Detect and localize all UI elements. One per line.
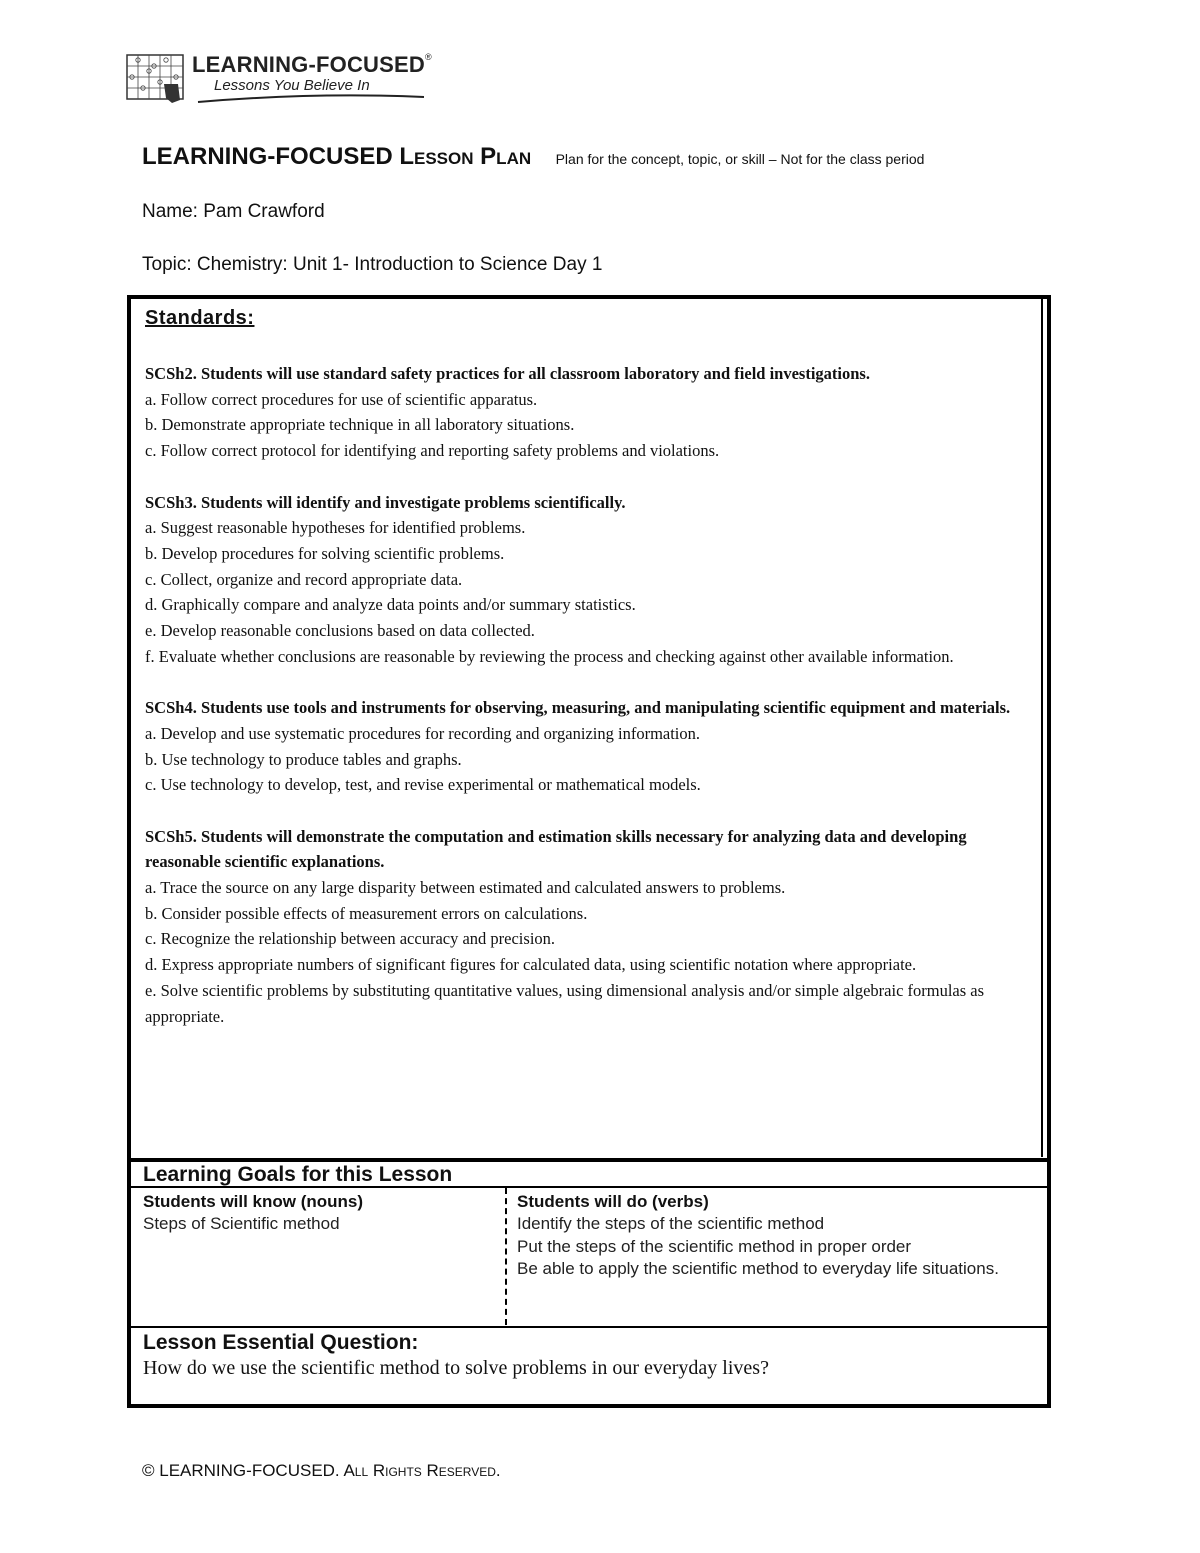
students-do-heading: Students will do (verbs) bbox=[517, 1192, 709, 1211]
standard-group bbox=[145, 490, 1030, 670]
standard-item: a. Develop and use systematic procedures for recording and organizing information. bbox=[145, 723, 701, 743]
standard-item: d. Graphically compare and analyze data points and/or summary statistics. bbox=[145, 595, 636, 615]
puzzle-logo-icon bbox=[126, 54, 184, 104]
logo-tagline: Lessons You Believe In bbox=[214, 77, 370, 94]
standard-item: a. Follow correct procedures for use of scientific apparatus. bbox=[145, 389, 538, 409]
essential-question-text: How do we use the scientific method to solve problems in our everyday lives? bbox=[143, 1357, 769, 1379]
standard-item: b. Demonstrate appropriate technique in all laboratory situations. bbox=[145, 415, 575, 435]
standard-item: b. Consider possible effects of measurement errors on calculations. bbox=[145, 903, 588, 923]
swoosh-underline-icon bbox=[196, 94, 426, 104]
standard-item: a. Trace the source on any large disparity between estimated and calculated answers to problems. bbox=[145, 878, 786, 898]
standard-title: SCSh5. Students will demonstrate the computation and estimation skills necessary for analyzing data and developing reasonable scientific explanations. bbox=[145, 826, 967, 872]
learning-goals-header bbox=[131, 1158, 1047, 1188]
standard-item: e. Solve scientific problems by substituting quantitative values, using dimensional analysis and/or simple algebraic formulas as appropriate. bbox=[145, 980, 985, 1026]
essential-question-title: Lesson Essential Question: bbox=[143, 1331, 419, 1354]
standard-group bbox=[145, 695, 1030, 798]
standard-group bbox=[145, 361, 1030, 464]
standard-item: f. Evaluate whether conclusions are reasonable by reviewing the process and checking against other available information. bbox=[145, 646, 954, 666]
students-know-heading: Students will know (nouns) bbox=[143, 1192, 364, 1211]
standards-section bbox=[135, 299, 1043, 1157]
page-title: LEARNING-FOCUSED Lesson Plan bbox=[142, 143, 532, 170]
standard-item: b. Develop procedures for solving scientific problems. bbox=[145, 543, 505, 563]
learning-focused-logo bbox=[126, 50, 436, 106]
standard-item: e. Develop reasonable conclusions based on data collected. bbox=[145, 621, 535, 641]
students-know-column bbox=[143, 1191, 493, 1236]
standards-list bbox=[145, 361, 1030, 1055]
lesson-topic: Topic: Chemistry: Unit 1- Introduction to Science Day 1 bbox=[142, 254, 603, 275]
standards-heading: Standards: bbox=[145, 307, 255, 329]
do-item: Identify the steps of the scientific method bbox=[517, 1214, 825, 1233]
standard-title: SCSh2. Students will use standard safety practices for all classroom laboratory and field investigations. bbox=[145, 364, 870, 383]
standard-item: c. Collect, organize and record appropriate data. bbox=[145, 569, 463, 589]
page-subtitle: Plan for the concept, topic, or skill – Not for the class period bbox=[555, 151, 925, 167]
learning-goals-columns bbox=[131, 1188, 1047, 1325]
essential-question-section bbox=[131, 1326, 1047, 1404]
standard-item: c. Follow correct protocol for identifying and reporting safety problems and violations. bbox=[145, 441, 720, 461]
standard-group bbox=[145, 824, 1030, 1030]
copyright-footer: © LEARNING-FOCUSED. All Rights Reserved. bbox=[142, 1461, 501, 1480]
lesson-plan-table bbox=[127, 295, 1051, 1408]
standard-item: a. Suggest reasonable hypotheses for identified problems. bbox=[145, 518, 526, 538]
standard-title: SCSh3. Students will identify and investigate problems scientifically. bbox=[145, 492, 626, 512]
know-item: Steps of Scientific method bbox=[143, 1214, 340, 1233]
logo-title: LEARNING-FOCUSED® bbox=[192, 52, 432, 77]
standard-title: SCSh4. Students use tools and instruments for observing, measuring, and manipulating scientific equipment and materials. bbox=[145, 698, 1011, 718]
do-item: Put the steps of the scientific method in proper order bbox=[517, 1236, 912, 1256]
standard-item: b. Use technology to produce tables and graphs. bbox=[145, 749, 462, 769]
do-item: Be able to apply the scientific method to everyday life situations. bbox=[517, 1259, 999, 1278]
standard-item: c. Recognize the relationship between accuracy and precision. bbox=[145, 929, 556, 949]
plan-header bbox=[142, 143, 924, 171]
teacher-name: Name: Pam Crawford bbox=[142, 201, 325, 222]
standard-item: c. Use technology to develop, test, and revise experimental or mathematical models. bbox=[145, 775, 701, 795]
students-do-column bbox=[505, 1188, 1045, 1325]
standard-item: d. Express appropriate numbers of significant figures for calculated data, using scientific notation where appropriate. bbox=[145, 955, 917, 975]
learning-goals-title: Learning Goals for this Lesson bbox=[143, 1163, 453, 1186]
